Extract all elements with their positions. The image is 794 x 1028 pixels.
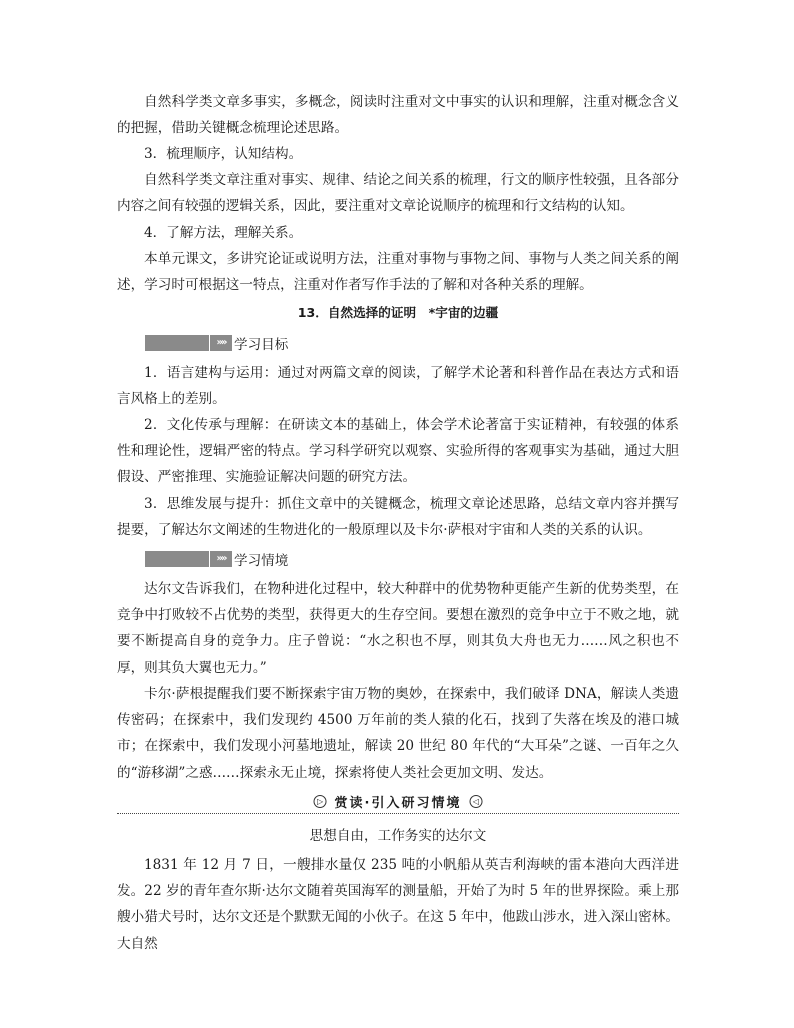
- section-header-context: [145, 549, 288, 569]
- section-bar: [145, 335, 209, 351]
- dotted-rule: [117, 813, 679, 814]
- section-label: 学习目标: [234, 337, 289, 353]
- left-triangle-icon: ◁: [469, 795, 482, 808]
- intro-heading-3: 3．梳理顺序，认知结构。: [144, 146, 303, 162]
- lesson-title: 13．自然选择的证明 *宇宙的边疆: [297, 305, 499, 320]
- reading-paragraph: 1831 年 12 月 7 日，一艘排水量仅 235 吨的小帆船从英吉利海峡的雷本港向大西洋进发。22 岁的青年查尔斯·达尔文随着英国海军的测量船，开始了为时 5 年的世界探险。乘上那艘小猎犬号时，达尔文还是个默默无闻的小伙子。在这 5 年中，他跋山涉水，进入深山密林。大自然: [117, 857, 679, 952]
- section-divider: [117, 790, 679, 818]
- goal-item: 1．语言建构与运用：通过对两篇文章的阅读，了解学术论著和科普作品在表达方式和语言风格上的差别。: [117, 365, 679, 408]
- context-paragraph: 卡尔·萨根提醒我们要不断探索宇宙万物的奥妙，在探索中，我们破译 DNA，解读人类遗传密码；在探索中，我们发现约 4500 万年前的类人猿的化石，找到了失落在埃及的港口城市；在探索中，我们发现小河墓地遗址，解读 20 世纪 80 年代的“大耳朵”之谜、一百年之久的“游移湖”之惑……探索永无止境，探索将使人类社会更加文明、发达。: [117, 686, 679, 781]
- section-label: 学习情境: [234, 553, 289, 569]
- section-bar: [145, 551, 209, 567]
- section-header-goals: [145, 333, 288, 353]
- right-triangle-icon: ▷: [314, 795, 327, 808]
- intro-heading-4: 4．了解方法，理解关系。: [144, 225, 303, 241]
- double-chevron-icon: »»: [210, 335, 232, 351]
- divider-heading: [308, 792, 489, 811]
- intro-paragraph: 自然科学类文章多事实，多概念，阅读时注重对文中事实的认识和理解，注重对概念含义的把握，借助关键概念梳理论述思路。: [117, 94, 679, 137]
- double-chevron-icon: »»: [210, 551, 232, 567]
- reading-title: 思想自由，工作务实的达尔文: [309, 828, 487, 844]
- context-paragraph: 达尔文告诉我们，在物种进化过程中，较大种群中的优势物种更能产生新的优势类型，在竞争中打败较不占优势的类型，获得更大的生存空间。要想在激烈的竞争中立于不败之地，就要不断提高自身的竞争力。庄子曾说：“水之积也不厚，则其负大舟也无力……风之积也不厚，则其负大翼也无力。”: [117, 581, 679, 676]
- divider-text: 赏读·引入研习情境: [334, 796, 462, 811]
- intro-paragraph-3: 自然科学类文章注重对事实、规律、结论之间关系的梳理，行文的顺序性较强，且各部分内容之间有较强的逻辑关系，因此，要注重对文章论说顺序的梳理和行文结构的认知。: [117, 172, 679, 215]
- goal-item: 2．文化传承与理解：在研读文本的基础上，体会学术论著富于实证精神，有较强的体系性和理论性，逻辑严密的特点。学习科学研究以观察、实验所得的客观事实为基础，通过大胆假设、严密推理、实施验证解决问题的研究方法。: [117, 417, 679, 486]
- goal-item: 3．思维发展与提升：抓住文章中的关键概念，梳理文章论述思路，总结文章内容并撰写提要，了解达尔文阐述的生物进化的一般原理以及卡尔·萨根对宇宙和人类的关系的认识。: [117, 496, 679, 539]
- intro-paragraph-4: 本单元课文，多讲究论证或说明方法，注重对事物与事物之间、事物与人类之间关系的阐述，学习时可根据这一特点，注重对作者写作手法的了解和对各种关系的理解。: [117, 251, 679, 294]
